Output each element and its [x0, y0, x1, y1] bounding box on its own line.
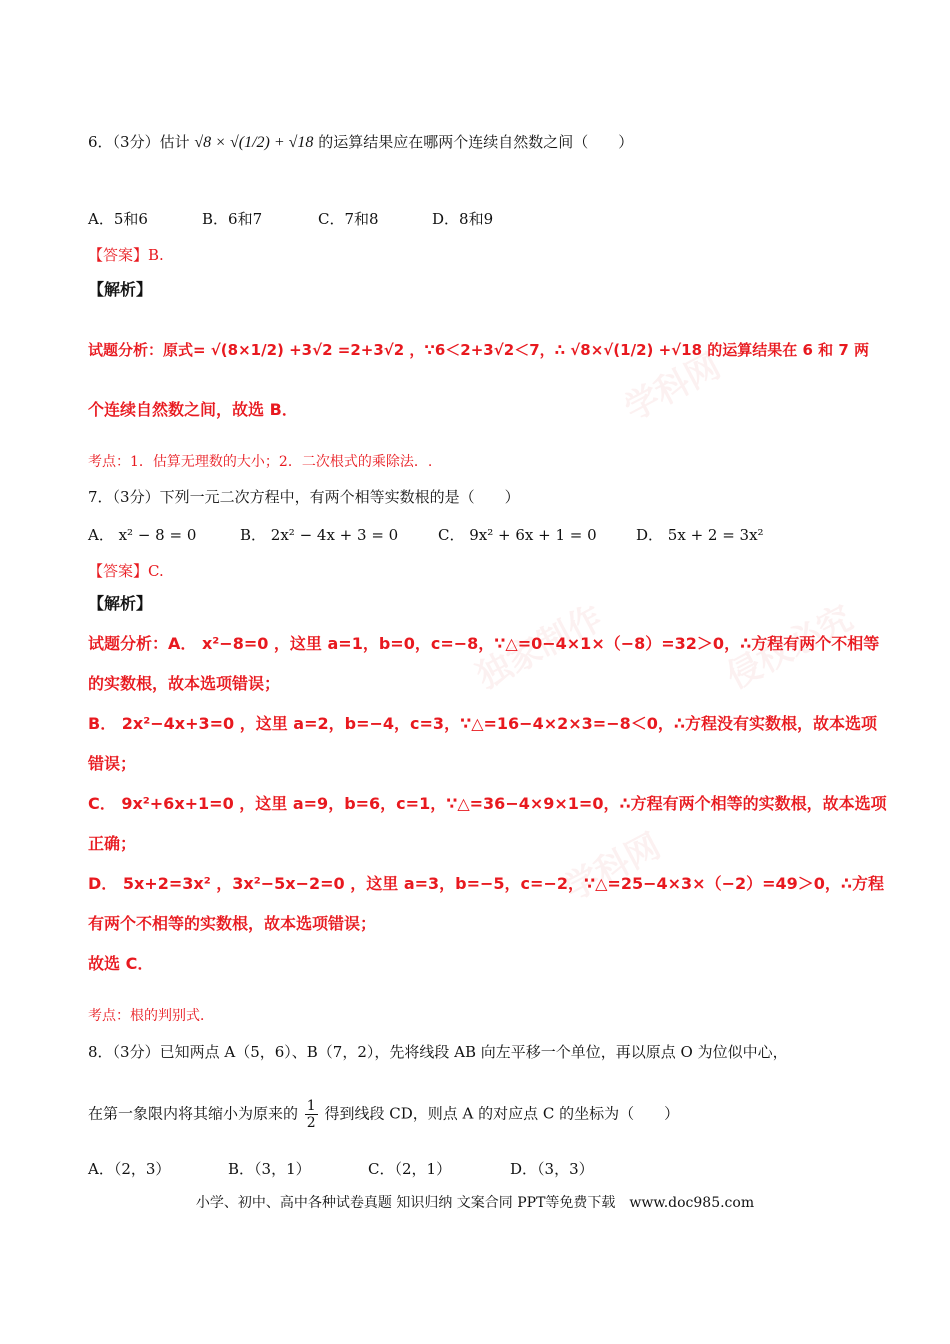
q7-stem: 7．（3分）下列一元二次方程中，有两个相等实数根的是（ ）	[88, 488, 520, 506]
watermark: 学科网	[558, 825, 668, 910]
q8-option-d: D．（3，3）	[510, 1160, 594, 1178]
q6-option-d: D．8和9	[432, 210, 494, 228]
q6-answer: 【答案】B.	[88, 246, 164, 264]
q7-analysis-line: 的实数根，故本选项错误；	[88, 674, 281, 693]
q7-answer: 【答案】C.	[88, 562, 164, 580]
q7-analysis-line: B． 2x²−4x+3=0 ，这里 a=2，b=−4，c=3，∵△=16−4×2×3=−8＜0，∴方程没有实数根，故本选项	[88, 714, 878, 733]
q8-fraction: $\frac{1}{2}$	[306, 1098, 316, 1131]
q7-analysis-tag: 【解析】	[88, 594, 153, 613]
q6-expression: √8 × √(1/2) + √18	[194, 134, 314, 151]
q6-option-b: B．6和7	[202, 210, 263, 228]
q7-analysis-line: 有两个不相等的实数根，故本选项错误；	[88, 914, 377, 933]
q8-option-c: C．（2，1）	[368, 1160, 452, 1178]
watermark: 独家制作	[470, 598, 610, 698]
q7-analysis-line: D． 5x+2=3x² ，3x²−5x−2=0 ，这里 a=3，b=−5，c=−2，∵△=25−4×3×（−2）=49＞0，∴方程	[88, 874, 885, 893]
q7-option-a: A． x² − 8 = 0	[88, 526, 197, 544]
q8-option-b: B．（3，1）	[228, 1160, 311, 1178]
q7-analysis-line: C． 9x²+6x+1=0 ，这里 a=9，b=6，c=1，∵△=36−4×9×1=0，∴方程有两个相等的实数根，故本选项	[88, 794, 887, 813]
watermark: 侵权必究	[720, 598, 860, 698]
q7-option-d: D． 5x + 2 = 3x²	[636, 526, 764, 544]
q8-stem-line2: 在第一象限内将其缩小为原来的 $\frac{1}{2}$ 得到线段 CD，则点 A 的对应点 C 的坐标为（ ）	[88, 1098, 680, 1131]
q7-kaodian: 考点：根的判别式．	[88, 1008, 214, 1024]
q7-analysis-line: 故选 C．	[88, 954, 154, 973]
q6-option-a: A．5和6	[88, 210, 148, 228]
q6-stem: 6．（3分）估计 √8 × √(1/2) + √18 的运算结果应在哪两个连续自然数之间（ ）	[88, 133, 634, 151]
q7-option-c: C． 9x² + 6x + 1 = 0	[438, 526, 597, 544]
q7-analysis-line: 试题分析：A． x²−8=0 ，这里 a=1，b=0，c=−8，∵△=0−4×1×（−8）=32＞0，∴方程有两个不相等	[88, 634, 880, 653]
watermark: 学科网	[618, 345, 728, 430]
q7-analysis-line: 错误；	[88, 754, 137, 773]
q6-analysis-tag: 【解析】	[88, 280, 153, 299]
page-footer: 小学、初中、高中各种试卷真题 知识归纳 文案合同 PPT等免费下载 www.doc985.com	[195, 1195, 755, 1211]
q8-stem-line1: 8．（3分）已知两点 A（5，6）、B（7，2），先将线段 AB 向左平移一个单位，再以原点 O 为位似中心，	[88, 1043, 788, 1061]
q6-analysis-line: 个连续自然数之间，故选 B．	[88, 400, 298, 419]
q7-analysis-line: 正确；	[88, 834, 137, 853]
q8-option-a: A．（2，3）	[88, 1160, 171, 1178]
q7-option-b: B． 2x² − 4x + 3 = 0	[240, 526, 399, 544]
q6-option-c: C．7和8	[318, 210, 379, 228]
q6-kaodian: 考点：1．估算无理数的大小；2．二次根式的乘除法．.	[88, 454, 433, 470]
q6-analysis-line: 试题分析：原式= √(8×1/2) +3√2 =2+3√2 ，∵6＜2+3√2＜7，∴ √8×√(1/2) +√18 的运算结果在 6 和 7 两	[88, 341, 870, 359]
